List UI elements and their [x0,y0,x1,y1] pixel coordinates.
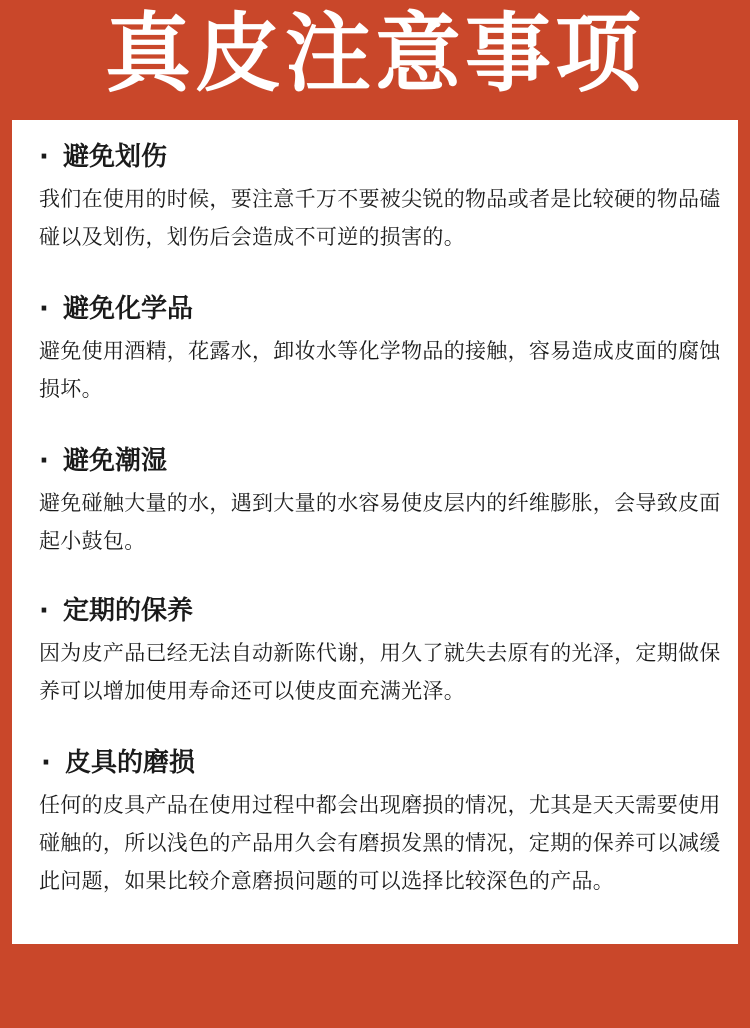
section-avoid-chemicals [39,292,722,408]
section-title: 避免划伤 [63,142,168,172]
section-title: 避免潮湿 [63,446,168,476]
section-title: 定期的保养 [63,596,194,626]
section-body: 因为皮产品已经无法自动新陈代谢，用久了就失去原有的光泽，定期做保养可以增加使用寿命还可以使皮面充满光泽。 [39,641,721,703]
section-heading [39,140,722,174]
section-heading [39,292,722,326]
section-body: 任何的皮具产品在使用过程中都会出现磨损的情况，尤其是天天需要使用碰触的，所以浅色的产品用久会有磨损发黑的情况，定期的保养可以减缓此问题，如果比较介意磨损问题的可以选择比较深色的产品。 [39,793,721,893]
section-leather-wear [39,746,722,900]
section-regular-care [39,594,722,710]
section-body: 我们在使用的时候，要注意千万不要被尖锐的物品或者是比较硬的物品磕碰以及划伤，划伤后会造成不可逆的损害的。 [39,187,721,249]
section-title: 避免化学品 [63,294,194,324]
section-heading [39,746,722,780]
section-heading [39,444,722,478]
notice-card [12,120,738,944]
section-avoid-moisture [39,444,722,560]
bullet-dot: · [39,596,49,626]
section-body: 避免碰触大量的水，遇到大量的水容易使皮层内的纤维膨胀，会导致皮面起小鼓包。 [39,491,721,553]
section-body: 避免使用酒精，花露水，卸妆水等化学物品的接触，容易造成皮面的腐蚀损坏。 [39,339,721,401]
bullet-dot: · [39,294,49,324]
section-heading [39,594,722,628]
page-title: 真皮注意事项 [105,4,645,104]
section-title: 皮具的磨损 [65,748,196,778]
section-avoid-scratches [39,140,722,256]
bullet-dot: · [39,142,49,172]
bullet-dot: · [41,748,51,778]
bullet-dot: · [39,446,49,476]
